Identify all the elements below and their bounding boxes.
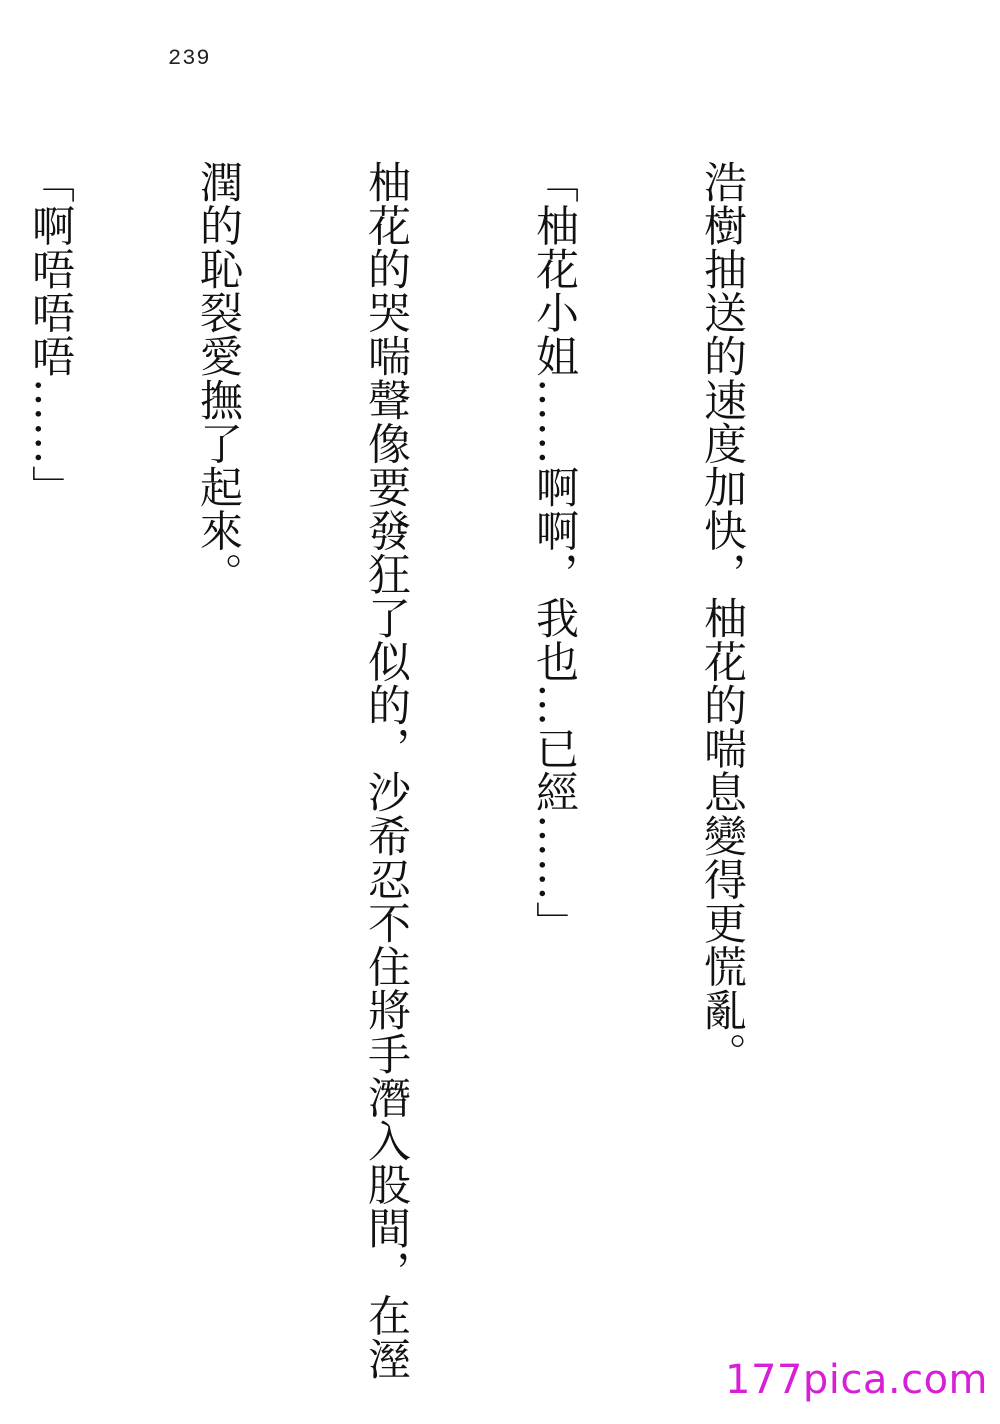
text-line: 「柚花小姐……啊啊，我也…已經……」 xyxy=(529,160,579,945)
page-number: 239 xyxy=(168,46,211,71)
text-line: 潤的恥裂愛撫了起來。 xyxy=(193,160,243,596)
text-line: 浩樹抽送的速度加快，柚花的喘息變得更慌亂。 xyxy=(697,160,747,1076)
text-line: 柚花的哭喘聲像要發狂了似的，沙希忍不住將手潛入股間，在溼 xyxy=(361,160,411,1381)
text-line: 「啊唔唔唔……」 xyxy=(25,160,75,509)
watermark: 177pica.com xyxy=(725,1357,988,1403)
text-body xyxy=(0,160,862,1381)
